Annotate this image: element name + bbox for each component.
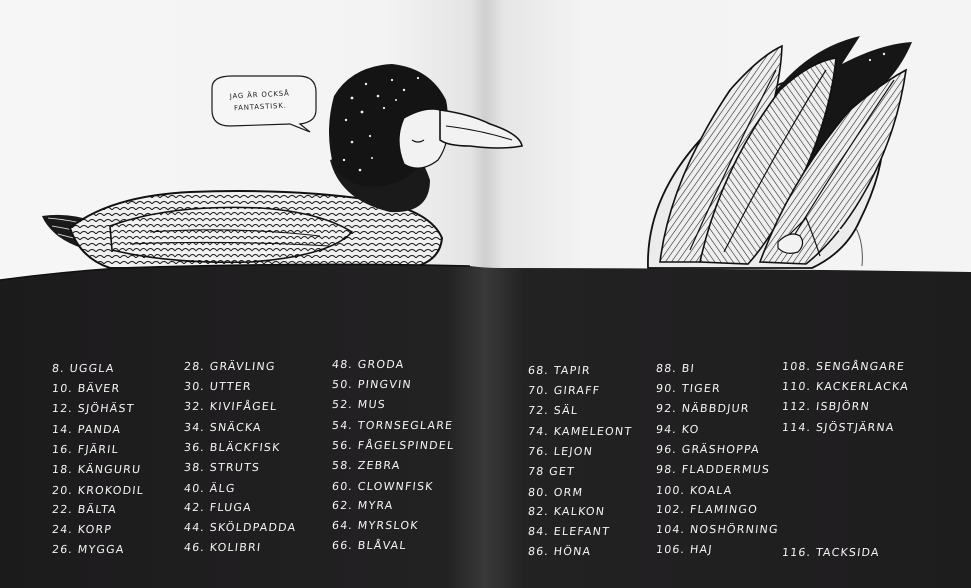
index-entry: 40. ÄLG [183, 482, 237, 495]
index-entry: 102. FLAMINGO [655, 503, 759, 516]
index-entry: 64. MYRSLOK [331, 519, 420, 532]
index-entry: 8. UGGLA [51, 362, 116, 375]
index-entry: 60. CLOWNFISK [331, 480, 435, 493]
index-entry: 104. NOSHÖRNING [655, 523, 780, 536]
index-entry: 32. KIVIFÅGEL [183, 400, 278, 413]
index-entry: 70. GIRAFF [527, 384, 601, 397]
index-entry: 44. SKÖLDPADDA [183, 521, 298, 534]
index-entry: 100. KOALA [655, 484, 734, 497]
index-entry: 48. GRODA [331, 358, 406, 371]
index-entry: 56. FÅGELSPINDEL [331, 439, 455, 452]
index-entry: 88. BI [655, 362, 696, 375]
index-entry: 52. MUS [331, 398, 387, 411]
index-entry: 78 GET [527, 465, 576, 478]
index-entry: 42. FLUGA [183, 501, 253, 514]
speech-bubble-text: JAG ÄR OCKSÅ FANTASTISK. [229, 89, 290, 113]
index-entry: 80. ORM [527, 486, 584, 499]
index-entry: 62. MYRA [331, 499, 395, 512]
index-entry: 98. FLADDERMUS [655, 463, 771, 476]
index-entry: 94. KO [655, 423, 701, 436]
index-entry: 66. BLÅVAL [331, 539, 408, 552]
index-entry: 86. HÖNA [527, 545, 592, 558]
index-entry: 82. KALKON [527, 505, 606, 518]
index-entry: 114. SJÖSTJÄRNA [781, 421, 896, 434]
index-entry: 22. BÄLTA [51, 503, 118, 516]
index-entry: 12. SJÖHÄST [51, 402, 136, 415]
index-entry: 28. GRÄVLING [183, 360, 277, 373]
index-entry: 46. KOLIBRI [183, 541, 262, 554]
index-entry: 34. SNÄCKA [183, 421, 263, 434]
index-entry: 74. KAMELEONT [527, 425, 633, 438]
index-entry: 84. ELEFANT [527, 525, 611, 538]
index-entry: 30. UTTER [183, 380, 253, 393]
index-entry: 26. MYGGA [51, 543, 126, 556]
index-entry: 110. KACKERLACKA [781, 380, 910, 393]
index-entry: 16. FJÄRIL [51, 443, 120, 456]
index-entry: 72. SÄL [527, 404, 579, 417]
index-entry: 106. HAJ [655, 543, 714, 556]
index-entry: 92. NÄBBDJUR [655, 402, 751, 415]
index-entry: 116. TACKSIDA [781, 546, 881, 559]
index-entry: 90. TIGER [655, 382, 722, 395]
index-entry: 112. ISBJÖRN [781, 400, 871, 413]
index-entry: 38. STRUTS [183, 461, 261, 474]
index-entry: 18. KÄNGURU [51, 463, 142, 476]
index-entry: 24. KORP [51, 523, 113, 536]
index-entry: 10. BÄVER [51, 382, 121, 395]
index-entry: 50. PINGVIN [331, 378, 413, 391]
index-entry: 36. BLÄCKFISK [183, 441, 282, 454]
duck-bill [440, 110, 522, 148]
index-entry: 14. PANDA [51, 423, 122, 436]
index-entry: 58. ZEBRA [331, 459, 402, 472]
index-entry: 76. LEJON [527, 445, 594, 458]
index-entry: 96. GRÄSHOPPA [655, 443, 761, 456]
index-entry: 54. TORNSEGLARE [331, 419, 454, 432]
index-entry: 108. SENGÅNGARE [781, 360, 906, 373]
index-entry: 68. TAPIR [527, 364, 592, 377]
index-entry: 20. KROKODIL [51, 484, 145, 497]
